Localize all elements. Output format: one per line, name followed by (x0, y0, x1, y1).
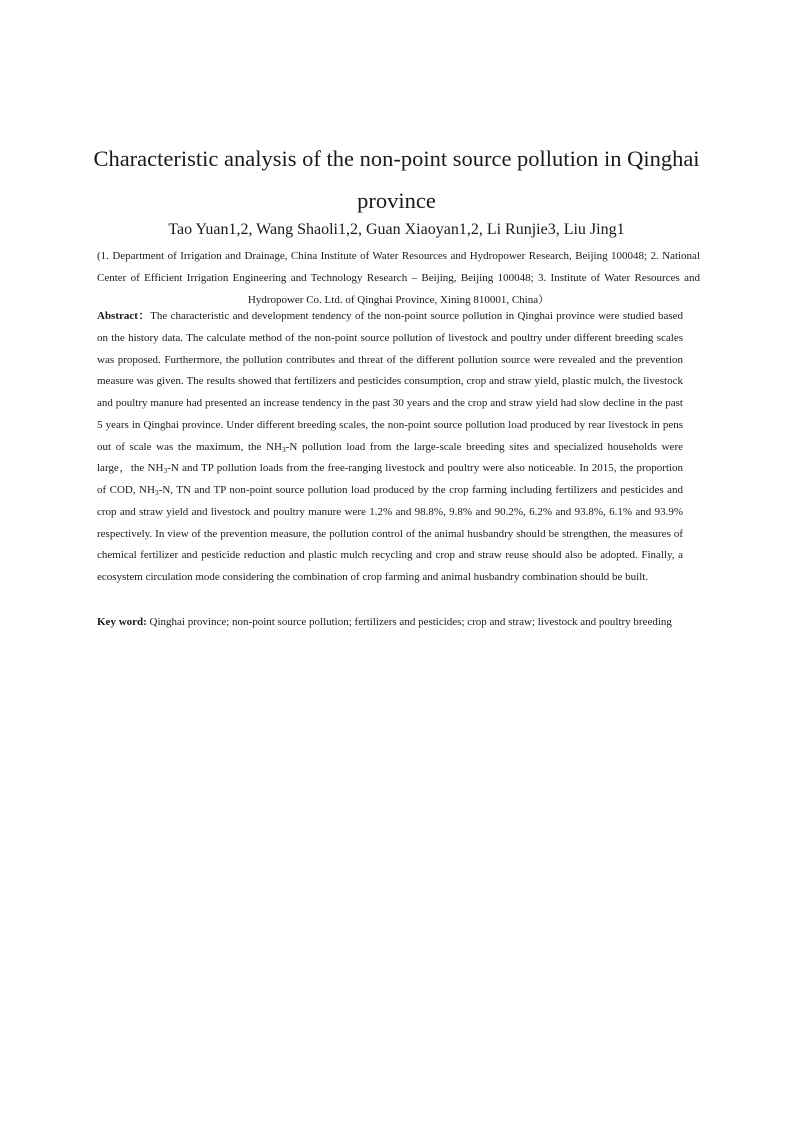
abstract-block (97, 306, 683, 589)
abstract-label: Abstract： (97, 310, 151, 322)
keywords-label: Key word: (97, 616, 147, 628)
abstract-text-part1: The characteristic and development tendency of the non-point source pollution in Qinghai province were studied based on the history data. The calculate method of the non-point source pollution of livestock and poultry under different breeding scales was proposed. Furthermore, the pollution contributes and threat of the different pollution source were revealed and the prevention measure was given. The results showed that fertilizers and pesticides consumption, crop and straw yield, plastic mulch, the livestock and poultry manure had presented an increase tendency in the past 30 years and the crop and straw yield had slow decline in the past 5 years in Qinghai province. Under different breeding scales, the non-point source pollution load produced by rear livestock in pens out of scale was the maximum, the NH (97, 310, 684, 453)
abstract-text-part3: -N and TP pollution loads from the free-ranging livestock and poultry were also noticeable. In 2015, the proportion of COD, NH (97, 462, 683, 496)
subscript-3: 3 (163, 466, 168, 476)
keywords-block (97, 611, 687, 633)
keywords-text: Qinghai province; non-point source pollution; fertilizers and pesticides; crop and straw; livestock and poultry breeding (146, 616, 672, 628)
subscript-3: 3 (154, 488, 159, 497)
abstract-text-part2: -N pollution load from the large-scale breeding sites and specialized households were large，the NH (97, 440, 683, 475)
subscript-3: 3 (281, 444, 286, 454)
abstract-text-part4: -N, TN and TP non-point source pollution load produced by the crop farming including fertilizers and pesticides and crop and straw yield and livestock and poultry manure were 1.2% and 98.8%, 9.8% and 90.2%, 6.2% and 93.8%, 6.1% and 93.9% respectively. In view of the prevention measure, the pollution control of the animal husbandry should be strengthen, the measures of chemical fertilizer and pesticide reduction and plastic mulch recycling and crop and straw reuse should also be adopted. Finally, a ecosystem circulation mode considering the combination of crop farming and animal husbandry combination should be built. (97, 484, 683, 583)
author-list: Tao Yuan1,2, Wang Shaoli1,2, Guan Xiaoyan1,2, Li Runjie3, Liu Jing1 (168, 221, 625, 238)
affiliation-block: (1. Department of Irrigation and Drainage, China Institute of Water Resources and Hydropower Research, Beijing 100048; 2. National Center of Efficient Irrigation Engineering and Technology Research – Beijing, Beijing 100048; 3. Institute of Water Resources and Hydropower Co. Ltd. of Qinghai Province, Xining 810001, China） (97, 250, 700, 306)
paper-title: Characteristic analysis of the non-point source pollution in Qinghai province (93, 146, 700, 213)
